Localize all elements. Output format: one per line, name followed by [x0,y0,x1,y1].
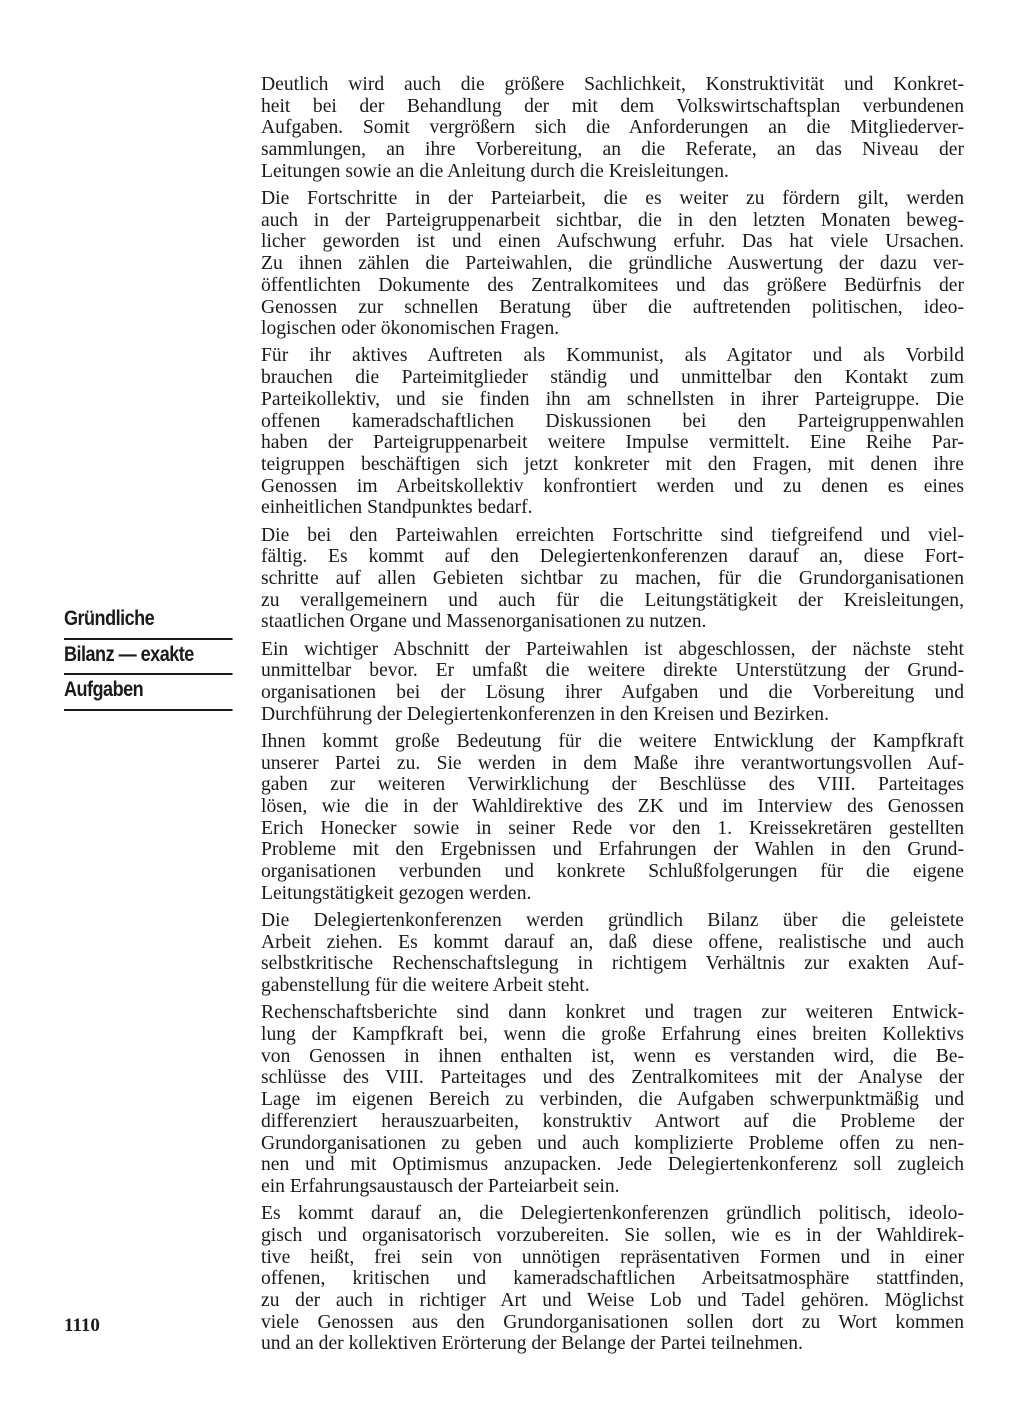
paragraph [261,345,964,519]
text-line: gisch und organisatorisch vorzubereiten. Sie sollen, wie es in der Wahldirek- [261,1224,964,1246]
paragraph [261,74,964,183]
text-line: selbstkritische Rechenschaftslegung in richtigem Verhältnis zur exakten Auf- [261,953,964,975]
text-line: Aufgaben. Somit vergrößern sich die Anforderungen an die Mitgliederver- [261,117,964,139]
text-line: Lage im eigenen Bereich zu verbinden, die Aufgaben schwerpunktmäßig und [261,1089,964,1111]
text-line: Genossen im Arbeitskollektiv konfrontiert werden und zu denen es eines [261,475,964,497]
text-line: öffentlichten Dokumente des Zentralkomitees und das größere Bedürfnis der [261,274,964,296]
text-line: Leitungen sowie an die Anleitung durch die Kreisleitungen. [261,160,729,182]
text-line: organisationen bei der Lösung ihrer Aufgaben und die Vorbereitung und [261,681,964,703]
marginal-heading-line: Aufgaben [64,675,233,711]
text-line: gabenstellung für die weitere Arbeit steht. [261,975,590,997]
text-line: licher geworden ist und einen Aufschwung erfuhr. Das hat viele Ursachen. [261,231,964,253]
text-line: Leitungstätigkeit gezogen werden. [261,882,532,904]
text-line: Die Fortschritte in der Parteiarbeit, die es weiter zu fördern gilt, werden [261,188,964,210]
text-line: Probleme mit den Ergebnissen und Erfahrungen der Wahlen in den Grund- [261,839,964,861]
text-line: von Genossen in ihnen enthalten ist, wenn es verstanden wird, die Be- [261,1045,964,1067]
text-line: unserer Partei zu. Sie werden in dem Maße ihre verantwortungsvollen Auf- [261,752,964,774]
paragraph [261,731,964,905]
text-line: gaben zur weiteren Verwirklichung der Beschlüsse des VIII. Parteitages [261,774,964,796]
paragraph [261,188,964,340]
paragraph [261,1203,964,1355]
paragraph [261,910,964,997]
marginal-heading-line: Gründliche [64,604,233,640]
text-line: zu der auch in richtiger Art und Weise Lob und Tadel gehören. Möglichst [261,1289,964,1311]
paragraph [261,639,964,726]
text-line: schritte auf allen Gebieten sichtbar zu machen, für die Grundorganisationen [261,567,964,589]
text-line: teigruppen beschäftigen sich jetzt konkreter mit den Fragen, mit denen ihre [261,453,964,475]
marginal-heading [64,604,209,711]
text-line: Grundorganisationen zu geben und auch komplizierte Probleme offen zu nen- [261,1132,964,1154]
text-line: viele Genossen aus den Grundorganisationen sollen dort zu Wort kommen [261,1311,964,1333]
paragraph [261,1002,964,1197]
text-line: unmittelbar bevor. Er umfaßt die weitere direkte Unterstützung der Grund- [261,660,964,682]
text-line: staatlichen Organe und Massenorganisationen zu nutzen. [261,611,707,633]
paragraph [261,525,964,634]
text-line: nen und mit Optimismus anzupacken. Jede Delegiertenkonferenz soll zugleich [261,1154,964,1176]
text-line: Es kommt darauf an, die Delegiertenkonferenzen gründlich politisch, ideolo- [261,1203,964,1225]
text-line: Parteikollektiv, und sie finden ihn am schnellsten in ihrer Parteigruppe. Die [261,388,964,410]
text-line: Durchführung der Delegiertenkonferenzen in den Kreisen und Bezirken. [261,703,829,725]
text-line: heit bei der Behandlung der mit dem Volkswirtschaftsplan verbundenen [261,95,964,117]
body-text [261,74,964,1361]
text-line: Erich Honecker sowie in seiner Rede vor den 1. Kreissekretären gestellten [261,817,964,839]
page-number: 1110 [64,1315,100,1336]
text-line: Rechenschaftsberichte sind dann konkret und tragen zur weiteren Entwick- [261,1002,964,1024]
text-line: fältig. Es kommt auf den Delegiertenkonferenzen darauf an, diese Fort- [261,546,964,568]
text-line: Die bei den Parteiwahlen erreichten Fortschritte sind tiefgreifend und viel- [261,524,964,546]
text-line: einheitlichen Standpunktes bedarf. [261,497,533,519]
text-line: ein Erfahrungsaustausch der Parteiarbeit sein. [261,1175,620,1197]
text-line: sammlungen, an ihre Vorbereitung, an die Referate, an das Niveau der [261,139,964,161]
text-line: logischen oder ökonomischen Fragen. [261,318,560,340]
text-line: Zu ihnen zählen die Parteiwahlen, die gründliche Auswertung der dazu ver- [261,253,964,275]
text-line: tive heißt, frei sein von unnötigen repräsentativen Formen und in einer [261,1246,964,1268]
marginal-heading-line: Bilanz — exakte [64,640,233,676]
text-line: Für ihr aktives Auftreten als Kommunist, als Agitator und als Vorbild [261,345,964,367]
text-line: und an der kollektiven Erörterung der Belange der Partei teilnehmen. [261,1333,803,1355]
text-line: Genossen zur schnellen Beratung über die auftretenden politischen, ideo- [261,296,964,318]
text-line: offenen kameradschaftlichen Diskussionen bei den Parteigruppenwahlen [261,410,964,432]
text-line: offenen, kritischen und kameradschaftlichen Arbeitsatmosphäre stattfinden, [261,1268,964,1290]
text-line: organisationen verbunden und konkrete Schlußfolgerungen für die eigene [261,861,964,883]
text-line: lung der Kampfkraft bei, wenn die große Erfahrung eines breiten Kollektivs [261,1024,964,1046]
text-line: lösen, wie die in der Wahldirektive des ZK und im Interview des Genossen [261,796,964,817]
text-line: haben der Parteigruppenarbeit weitere Impulse vermittelt. Eine Reihe Par- [261,432,964,454]
text-line: zu verallgemeinern und auch für die Leitungstätigkeit der Kreisleitungen, [261,589,964,611]
text-line: auch in der Parteigruppenarbeit sichtbar, die in den letzten Monaten beweg- [261,209,964,231]
text-line: Ein wichtiger Abschnitt der Parteiwahlen ist abgeschlossen, der nächste steht [261,638,964,660]
text-line: Die Delegiertenkonferenzen werden gründlich Bilanz über die geleistete [261,910,964,932]
text-line: Arbeit ziehen. Es kommt darauf an, daß diese offene, realistische und auch [261,931,964,953]
text-line: Deutlich wird auch die größere Sachlichkeit, Konstruktivität und Konkret- [261,74,964,95]
text-line: brauchen die Parteimitglieder ständig und unmittelbar den Kontakt zum [261,367,964,389]
text-line: schlüsse des VIII. Parteitages und des Zentralkomitees mit der Analyse der [261,1067,964,1089]
text-line: Ihnen kommt große Bedeutung für die weitere Entwicklung der Kampfkraft [261,730,964,752]
text-line: differenziert herauszuarbeiten, konstruktiv Antwort auf die Probleme der [261,1110,964,1132]
